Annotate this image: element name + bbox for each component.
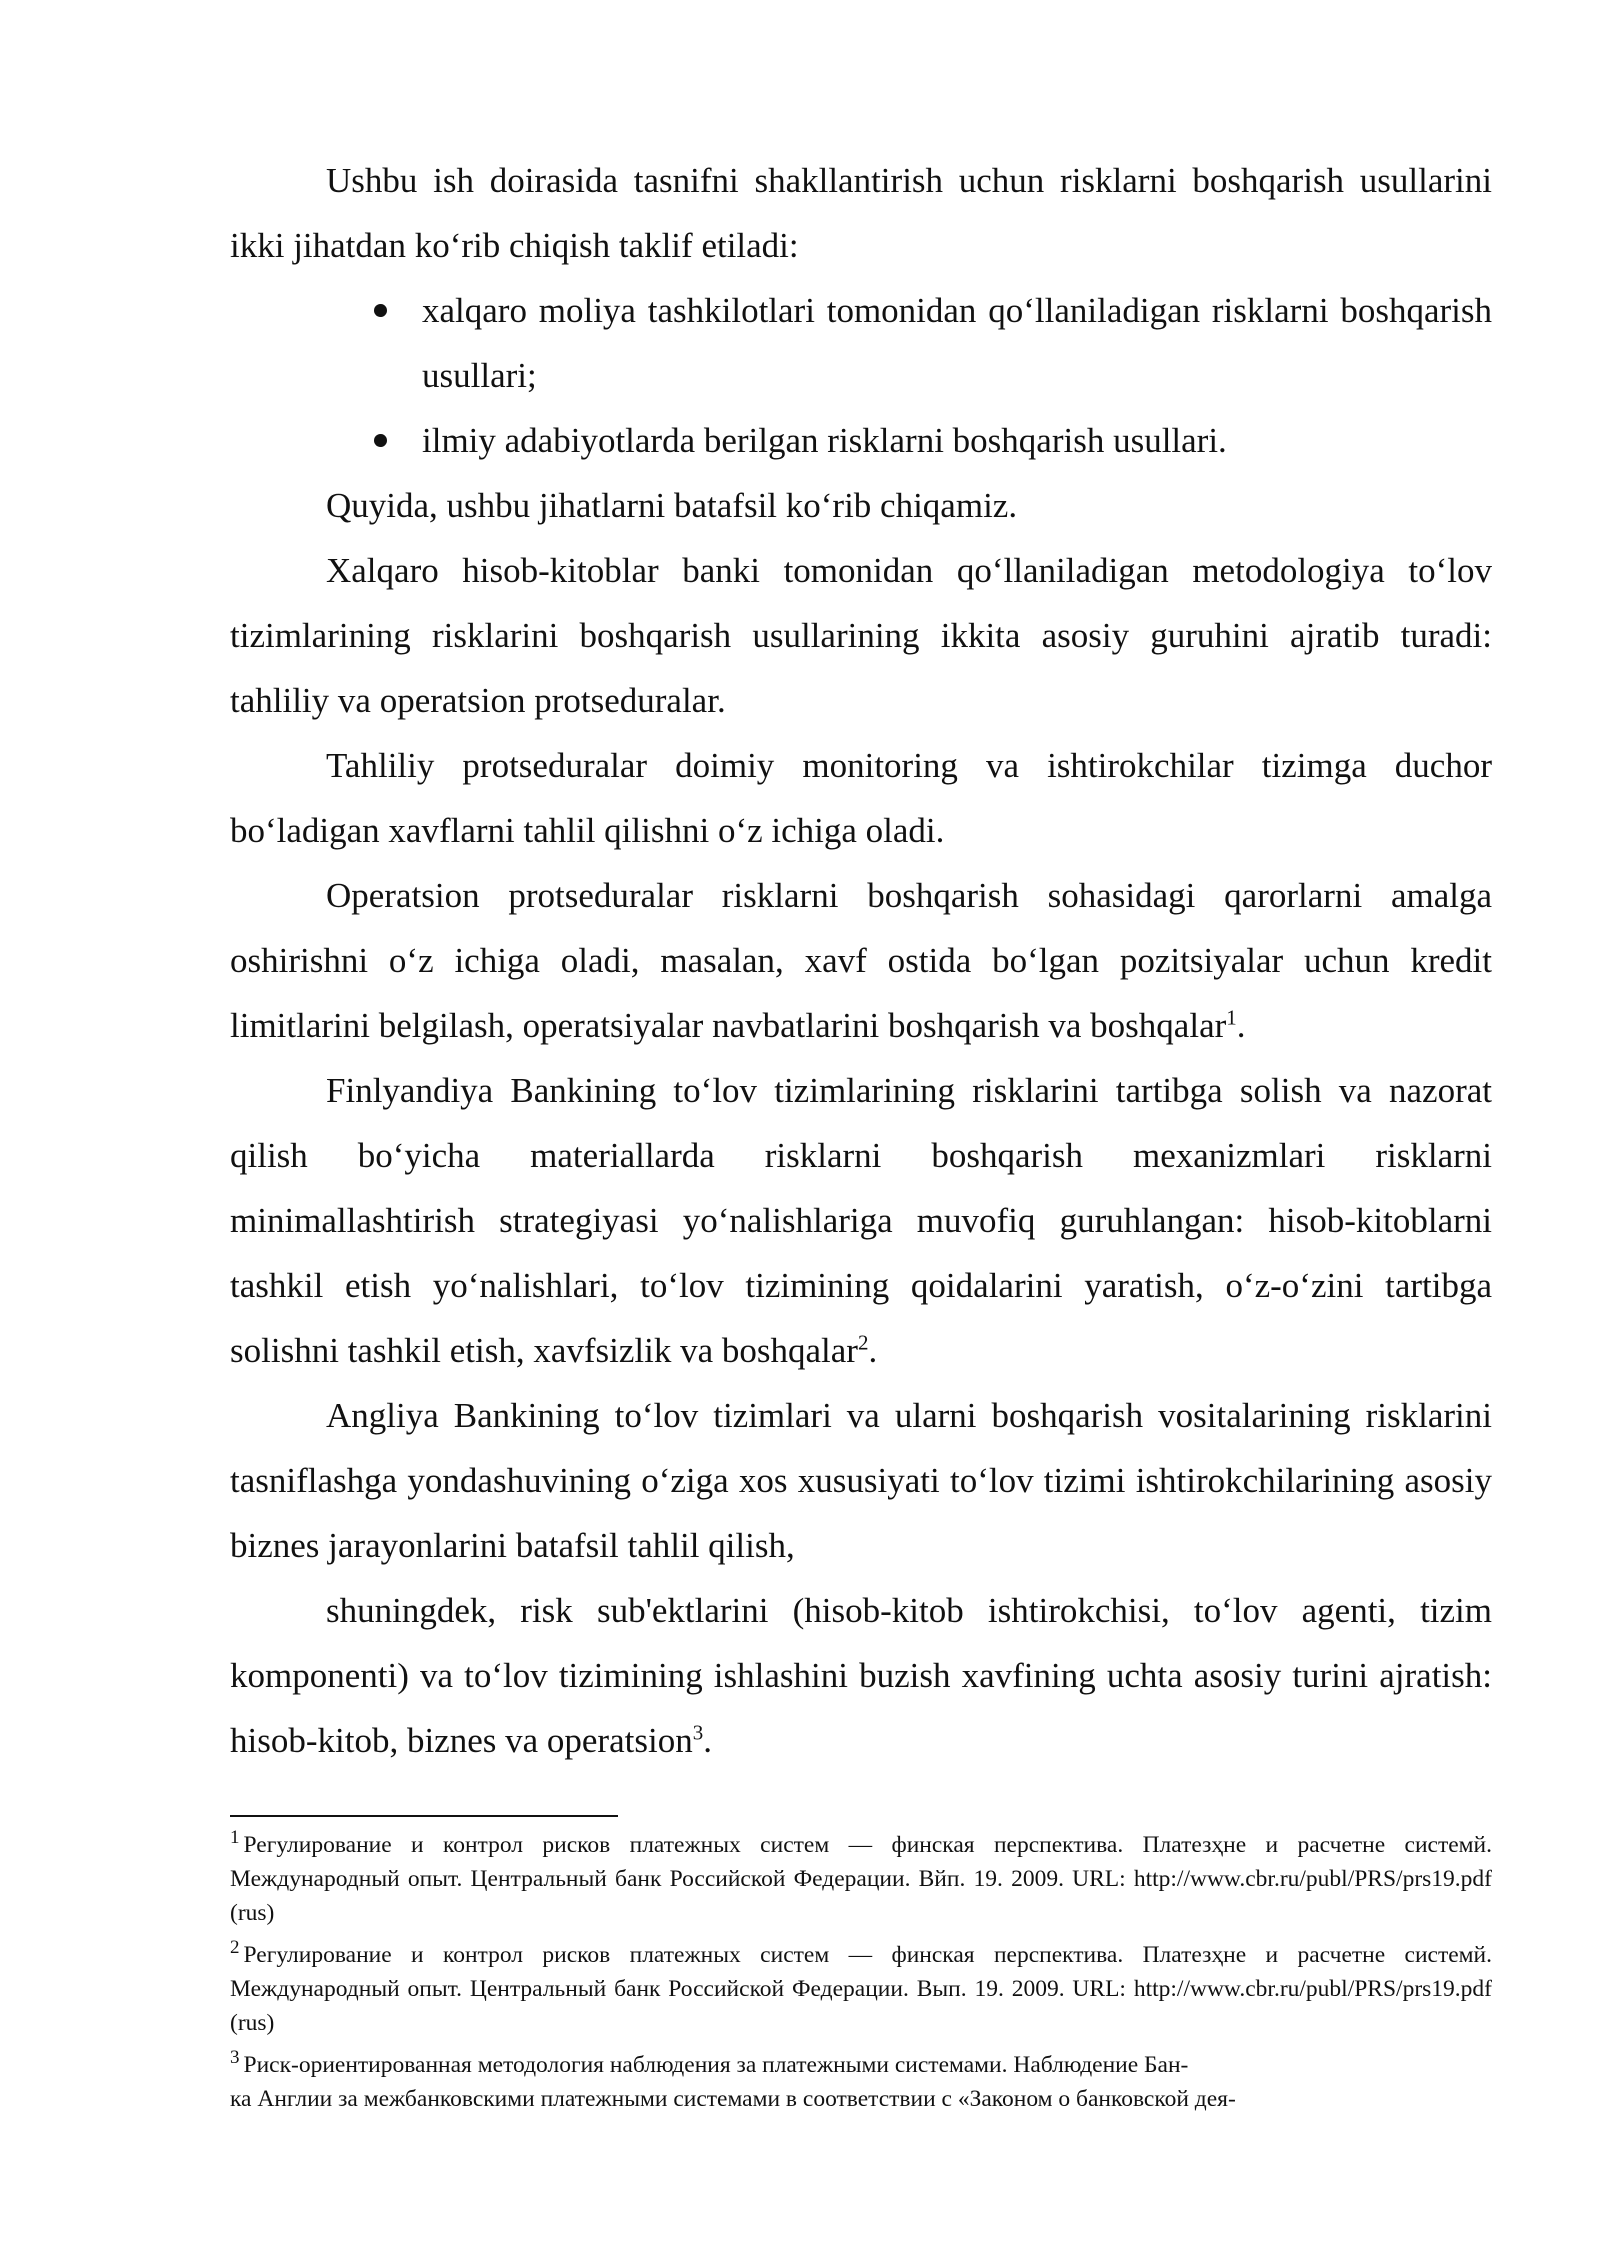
paragraph-england-bank: Angliya Bankining to‘lov tizimlari va ularni boshqarish vositalarining risklarini tasniflashga yondashuvining o‘ziga xos xususiyati to‘lov tizimi ishtirokchilarining asosiy biznes jarayonlarini batafsil tahlil qilish, xyxy=(230,1396,1492,1565)
bullet-dot-icon xyxy=(374,304,387,317)
paragraph-finland-bank xyxy=(230,1058,1492,1383)
footnotes-section xyxy=(230,1828,1492,2124)
bullet-list xyxy=(230,278,1492,473)
bullet-text: ilmiy adabiyotlarda berilgan risklarni boshqarish usullari. xyxy=(422,421,1227,460)
paragraph-end: . xyxy=(703,1721,712,1760)
footnote-text-line: ка Англии за межбанковскими платежными системами в соответствии с «Законом о банковской дея- xyxy=(230,2086,1236,2112)
bullet-item xyxy=(422,278,1492,408)
paragraph-intro: Ushbu ish doirasida tasnifni shakllantirish uchun risklarni boshqarish usullarini ikki jihatdan ko‘rib chiqish taklif etiladi: xyxy=(230,161,1492,265)
footnote-number: 2 xyxy=(230,1937,240,1958)
bullet-item xyxy=(422,408,1492,473)
footnote-text-line: Риск-ориентированная методология наблюдения за платежными системами. Наблюдение Бан- xyxy=(243,2052,1189,2078)
paragraph-risk-subjects xyxy=(230,1578,1492,1773)
document-body xyxy=(230,148,1492,1773)
footnote-number: 3 xyxy=(230,2047,240,2068)
paragraph-operational-procedures xyxy=(230,863,1492,1058)
footnote-number: 1 xyxy=(230,1827,240,1848)
footnote-1 xyxy=(230,1828,1492,1930)
paragraph-bis-methodology: Xalqaro hisob-kitoblar banki tomonidan qo‘llaniladigan metodologiya to‘lov tizimlarining risklarini boshqarish usullarining ikkita asosiy guruhini ajratib turadi: tahliliy va operatsion protseduralar. xyxy=(230,551,1492,720)
footnote-separator xyxy=(230,1815,618,1817)
footnote-3 xyxy=(230,2048,1492,2116)
footnote-2 xyxy=(230,1938,1492,2040)
paragraph-end: . xyxy=(1236,1006,1246,1045)
paragraph-text: shuningdek, risk sub'ektlarini (hisob-kitob ishtirokchisi, to‘lov agenti, tizim komponenti) va to‘lov tizimining ishlashini buzish xavfining uchta asosiy turini ajratish: hisob-kitob, biznes va operatsion xyxy=(230,1591,1492,1760)
bullet-text: xalqaro moliya tashkilotlari tomonidan qo‘llaniladigan risklarni boshqarish usullari; xyxy=(422,291,1492,395)
paragraph-end: . xyxy=(868,1331,878,1370)
paragraph-quyida: Quyida, ushbu jihatlarni batafsil ko‘rib chiqamiz. xyxy=(326,486,1018,525)
footnote-text: Регулирование и контрол рисков платежных систем — финская перспектива. Платезҳне и расчетне системй. Международный опыт. Центральный банк Российской Федерации. Вып. 19. 2009. URL: http://www.cbr.ru/publ/PRS/prs19.pdf (rus) xyxy=(230,1942,1492,2036)
footnote-text: Регулирование и контрол рисков платежных систем — финская перспектива. Платезҳне и расчетне системй. Международный опыт. Центральный банк Российской Федерации. Вйп. 19. 2009. URL: http://www.cbr.ru/publ/PRS/prs19.pdf (rus) xyxy=(230,1832,1492,1926)
footnote-reference[interactable]: 3 xyxy=(692,1720,704,1745)
bullet-dot-icon xyxy=(374,434,387,447)
paragraph-text: Operatsion protseduralar risklarni boshqarish sohasidagi qarorlarni amalga oshirishni o‘z ichiga oladi, masalan, xavf ostida bo‘lgan pozitsiyalar uchun kredit limitlarini belgilash, operatsiyalar navbatlarini boshqarish va boshqalar xyxy=(230,876,1492,1045)
paragraph-text: Finlyandiya Bankining to‘lov tizimlarining risklarini tartibga solish va nazorat qilish bo‘yicha materiallarda risklarni boshqarish mexanizmlari risklarni minimallashtirish strategiyasi yo‘nalishlariga muvofiq guruhlangan: hisob-kitoblarni tashkil etish yo‘nalishlari, to‘lov tizimining qoidalarini yaratish, o‘z-o‘zini tartibga solishni tashkil etish, xavfsizlik va boshqalar xyxy=(230,1071,1492,1370)
footnote-reference[interactable]: 2 xyxy=(857,1330,869,1355)
footnote-reference[interactable]: 1 xyxy=(1226,1005,1237,1030)
paragraph-analytical-procedures: Tahliliy protseduralar doimiy monitoring va ishtirokchilar tizimga duchor bo‘ladigan xavflarni tahlil qilishni o‘z ichiga oladi. xyxy=(230,746,1492,850)
